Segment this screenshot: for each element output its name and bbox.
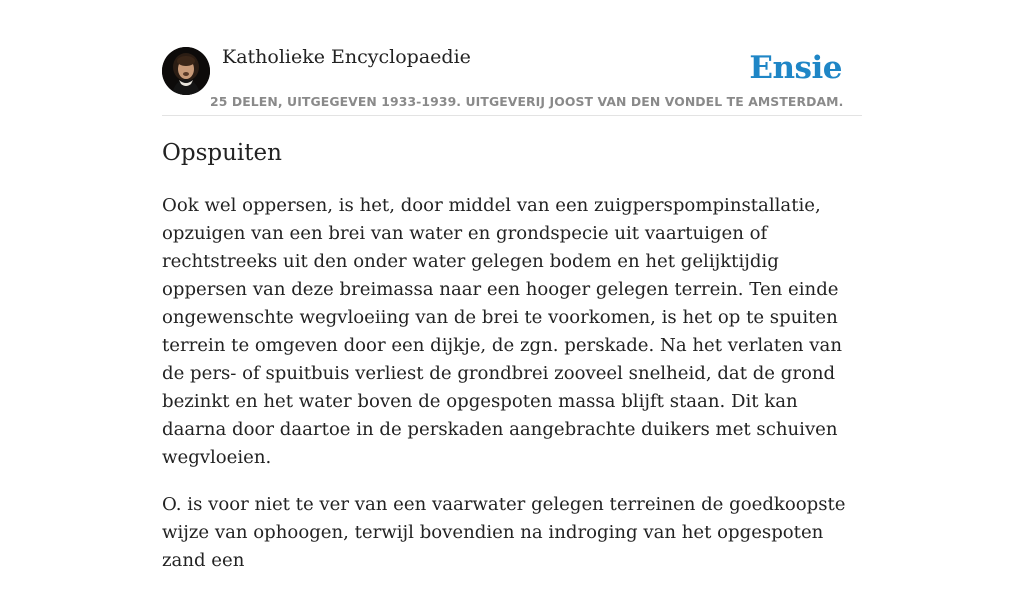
article-title: Opspuiten — [162, 140, 282, 166]
page-container — [162, 0, 862, 571]
article-paragraph: O. is voor niet te ver van een vaarwater gelegen terreinen de goedkoopste wijze van ophoogen, terwijl bovendien na indroging van het opgespoten zand een — [162, 494, 846, 571]
publication-title[interactable]: Katholieke Encyclopaedie — [222, 46, 471, 68]
portrait-avatar-icon[interactable] — [162, 47, 210, 95]
article-body — [162, 192, 865, 594]
header-divider — [162, 115, 862, 116]
brand-logo[interactable]: Ensie — [749, 50, 842, 86]
article-paragraph: Ook wel oppersen, is het, door middel van een zuigperspompinstallatie, opzuigen van een brei van water en grondspecie uit vaartuigen of rechtstreeks uit den onder water gelegen bodem en het gelijktijdig oppersen van deze breimassa naar een hooger gelegen terrein. Ten einde ongewenschte wegvloeiing van de brei te voorkomen, is het op te spuiten terrein te omgeven door een dijkje, de zgn. perskade. Na het verlaten van de pers- of spuitbuis verliest de grondbrei zooveel snelheid, dat de grond bezinkt en het water boven de opgespoten massa blijft staan. Dit kan daarna door daartoe in de perskaden aangebrachte duikers met schuiven wegvloeien. — [162, 195, 842, 468]
publication-meta: 25 DELEN, UITGEGEVEN 1933-1939. UITGEVERIJ JOOST VAN DEN VONDEL TE AMSTERDAM. — [210, 94, 844, 109]
